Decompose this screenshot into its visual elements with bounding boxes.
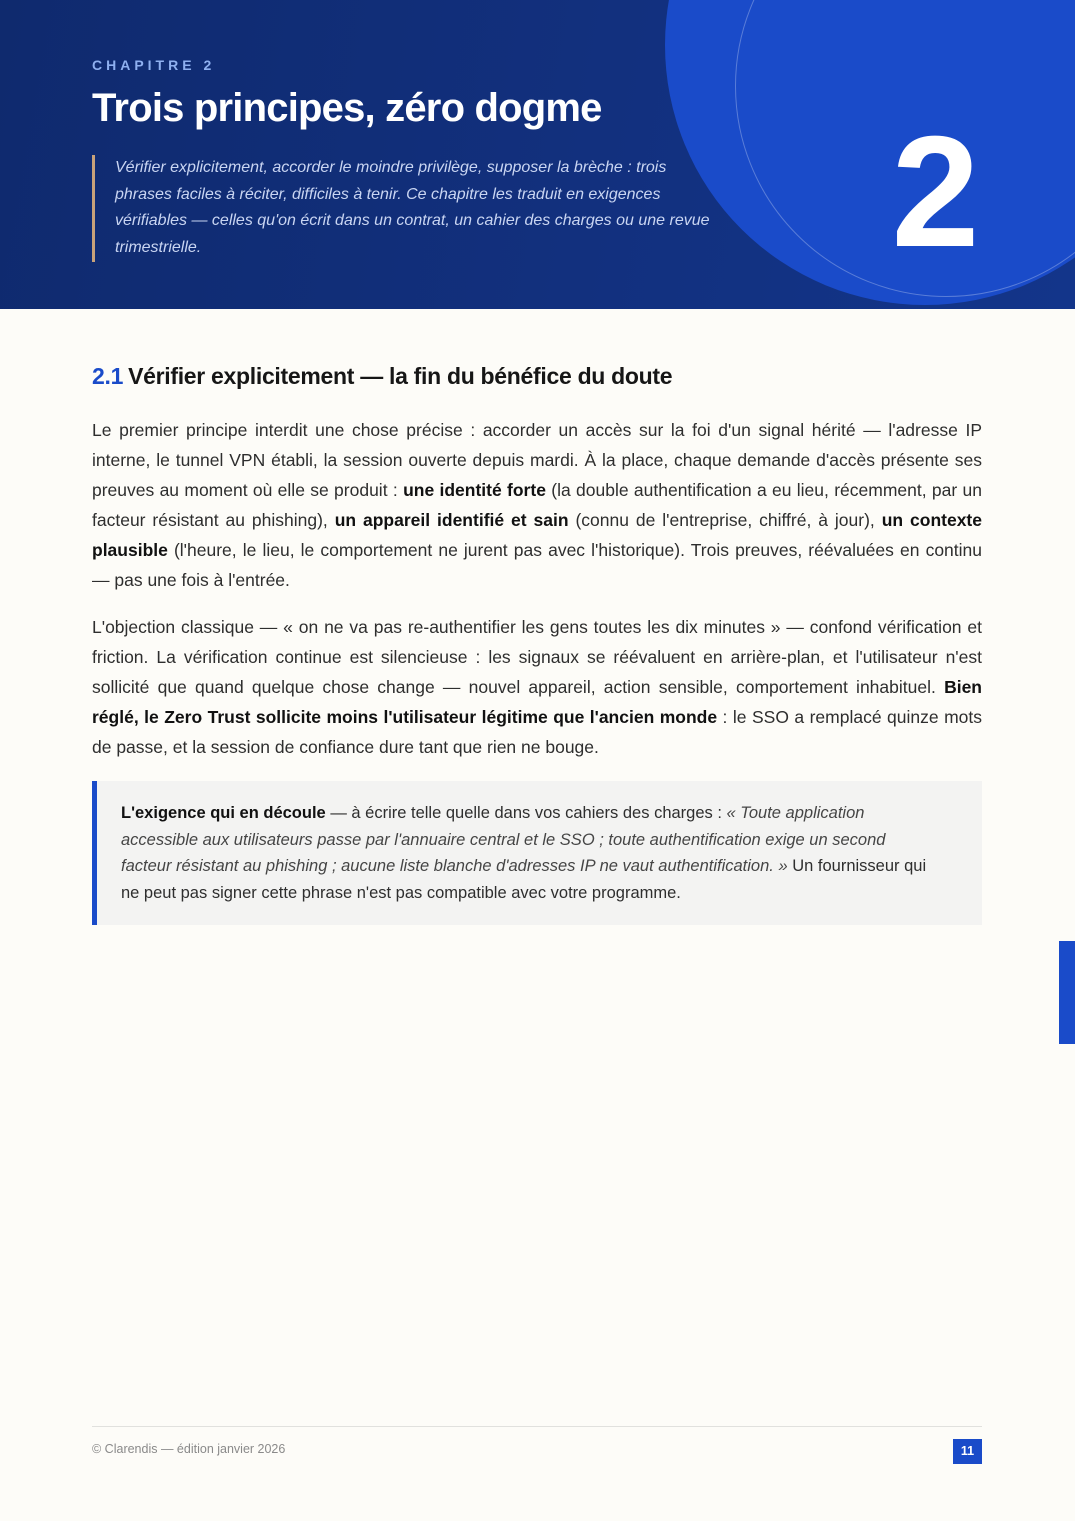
body-paragraph xyxy=(92,612,982,762)
requirement-callout xyxy=(92,781,982,925)
chapter-header xyxy=(0,0,1075,309)
callout-outro: Un fournisseur qui ne peut pas signer cette phrase n'est pas compatible avec votre programme. xyxy=(121,857,927,903)
text-run: (la double authentification a eu lieu, récemment, par un facteur résistant au phishing), xyxy=(92,480,982,531)
emphasis: un appareil identifié et sain xyxy=(334,510,569,531)
chapter-title: Trois principes, zéro dogme xyxy=(92,86,602,130)
text-run: (connu de l'entreprise, chiffré, à jour), xyxy=(568,510,882,531)
text-run: L'objection classique — « on ne va pas re-authentifier les gens toutes les dix minutes » — confond vérification et friction. La vérification continue est silencieuse : les signaux se réévaluent en arrière-plan, et l'utilisateur n'est sollicité que quand quelque chose change — nouvel appareil, action sensible, comportement inhabituel. xyxy=(92,617,982,698)
section-number: 2.1 xyxy=(92,363,124,389)
chapter-kicker: CHAPITRE 2 xyxy=(92,57,216,73)
callout-label: L'exigence qui en découle xyxy=(121,804,326,822)
callout-intro: — à écrire telle quelle dans vos cahiers des charges : xyxy=(325,804,727,822)
chapter-lead: Vérifier explicitement, accorder le moindre privilège, supposer la brèche : trois phrases faciles à réciter, difficiles à tenir. Ce chapitre les traduit en exigences vérifiables — celles qu'on écrit dans un contrat, un cahier des charges ou une revue trimestrielle. xyxy=(92,155,725,262)
body-paragraph xyxy=(92,415,982,596)
chapter-side-tab xyxy=(1059,941,1075,1044)
section-heading xyxy=(92,363,672,390)
chapter-number: 2 xyxy=(891,104,980,280)
footer-copyright: © Clarendis — édition janvier 2026 xyxy=(92,1442,286,1456)
callout-quote: « Toute application accessible aux utilisateurs passe par l'annuaire central et le SSO ; toute authentification exige un second facteur résistant au phishing ; aucune liste blanche d'adresses IP ne vaut authentification. » xyxy=(121,804,886,876)
emphasis: un contexte plausible xyxy=(92,510,982,561)
footer-divider xyxy=(92,1426,982,1427)
page-number: 11 xyxy=(953,1439,982,1464)
text-run: (l'heure, le lieu, le comportement ne jurent pas avec l'historique). Trois preuves, réévaluées en continu — pas une fois à l'entrée. xyxy=(92,540,982,591)
emphasis: Bien réglé, le Zero Trust sollicite moins l'utilisateur légitime que l'ancien monde xyxy=(92,677,982,728)
text-run: Le premier principe interdit une chose précise : accorder un accès sur la foi d'un signal hérité — l'adresse IP interne, le tunnel VPN établi, la session ouverte depuis mardi. À la place, chaque demande d'accès présente ses preuves au moment où elle se produit : xyxy=(92,420,982,501)
section-title: Vérifier explicitement — la fin du bénéfice du doute xyxy=(128,363,673,389)
text-run: : le SSO a remplacé quinze mots de passe, et la session de confiance dure tant que rien ne bouge. xyxy=(92,707,983,758)
emphasis: une identité forte xyxy=(403,480,546,501)
